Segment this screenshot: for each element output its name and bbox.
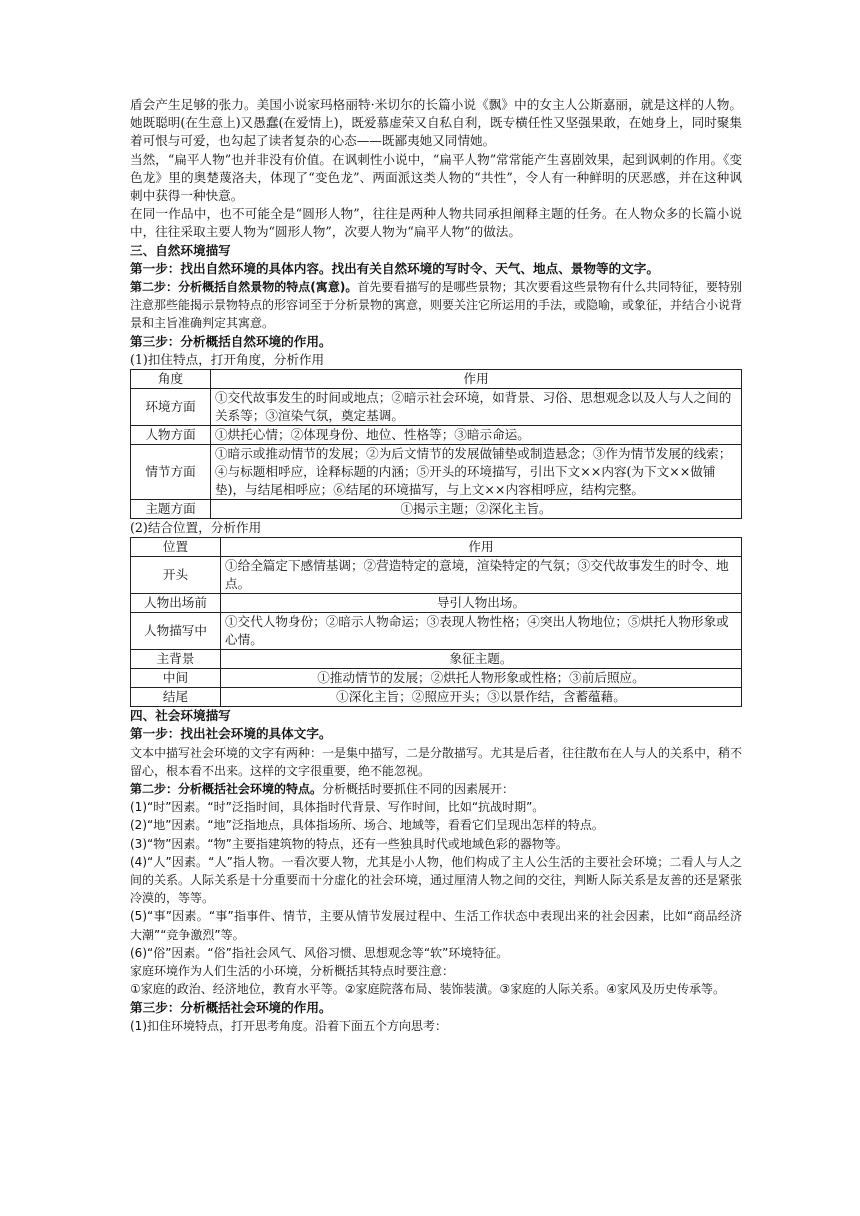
table-row bbox=[131, 613, 742, 650]
position-function-table bbox=[130, 537, 742, 707]
section-3-step-2 bbox=[130, 278, 742, 333]
section-4-step-3: 第三步：分析概括社会环境的作用。 bbox=[130, 999, 332, 1015]
row-label: 情节方面 bbox=[131, 445, 211, 500]
table-row bbox=[131, 500, 742, 519]
row-text: ①推动情节的发展；②烘托人物形象或性格；③前后照应。 bbox=[221, 669, 742, 688]
row-text: ①交代人物身份；②暗示人物命运；③表现人物性格；④突出人物地位；⑤烘托人物形象或心情。 bbox=[221, 613, 742, 650]
table-row bbox=[131, 557, 742, 594]
table-row bbox=[131, 688, 742, 707]
document-page bbox=[130, 96, 742, 1035]
row-label: 中间 bbox=[131, 669, 221, 688]
row-text: ①暗示或推动情节的发展；②为后文情节的发展做铺垫或制造悬念；③作为情节发展的线索；④与标题相呼应，诠释标题的内涵；⑤开头的环境描写，引出下文××内容(为下文××做铺垫)，与结尾相呼应；⑥结尾的环境描写，与上文××内容相呼应，结构完整。 bbox=[211, 445, 742, 500]
section-4-heading: 四、社会环境描写 bbox=[130, 708, 231, 724]
row-label: 人物方面 bbox=[131, 426, 211, 445]
table-row bbox=[131, 426, 742, 445]
row-label: 主背景 bbox=[131, 650, 221, 669]
row-text: ①给全篇定下感情基调；②营造特定的意境，渲染特定的气氛；③交代故事发生的时令、地点。 bbox=[221, 557, 742, 594]
family-intro: 家庭环境作为人们生活的小环境，分析概括其特点时要注意： bbox=[130, 964, 455, 979]
row-label: 环境方面 bbox=[131, 389, 211, 426]
table-header-row bbox=[131, 538, 742, 557]
section-4-step-2-text: 分析概括时要抓住不同的因素展开： bbox=[322, 782, 515, 797]
table-row bbox=[131, 594, 742, 613]
intro-paragraph-3: 在同一作品中，也不可能全是“圆形人物”，往往是两种人物共同承担阐释主题的任务。在人物众多的长篇小说中，往往采取主要人物为“圆形人物”，次要人物为“扁平人物”的做法。 bbox=[130, 206, 742, 240]
row-text: 象征主题。 bbox=[221, 650, 742, 669]
factor-item: (6)“俗”因素。“俗”指社会风气、风俗习惯、思想观念等“软”环境特征。 bbox=[130, 945, 509, 960]
section-3-step-2-label: 第二步：分析概括自然景物的特点(寓意)。 bbox=[130, 280, 358, 295]
intro-paragraph-1: 盾会产生足够的张力。美国小说家玛格丽特·米切尔的长篇小说《飘》中的女主人公斯嘉丽，就是这样的人物。她既聪明(在生意上)又愚蠢(在爱情上)，既爱慕虚荣又自私自利，既专横任性又坚强果敢，在她身上，同时聚集着可恨与可爱，也勾起了读者复杂的心态——既鄙夷她又同情她。 bbox=[130, 97, 742, 149]
angle-function-table bbox=[130, 369, 742, 519]
table-row bbox=[131, 650, 742, 669]
section-3-step-1: 第一步：找出自然环境的具体内容。找出有关自然环境的写时令、天气、地点、景物等的文字。 bbox=[130, 260, 659, 276]
row-text: 导引人物出场。 bbox=[221, 594, 742, 613]
factor-item: (1)“时”因素。“时”泛指时间，具体指时代背景、写作时间，比如“抗战时期”。 bbox=[130, 800, 545, 815]
section-4-step-1-text: 文本中描写社会环境的文字有两种：一是集中描写，二是分散描写。尤其是后者，往往散布在人与人的关系中，稍不留心，根本看不出来。这样的文字很重要，绝不能忽视。 bbox=[130, 745, 743, 778]
intro-paragraph-2: 当然，“扁平人物”也并非没有价值。在讽刺性小说中，“扁平人物”常常能产生喜剧效果，起到讽刺的作用。《变色龙》里的奥楚蔑洛夫，体现了“变色龙”、两面派这类人物的“共性”，令人有一种鲜明的厌恶感，并在这种讽刺中获得一种快意。 bbox=[130, 151, 742, 204]
section-4-step-2-label: 第二步：分析概括社会环境的特点。 bbox=[130, 782, 323, 797]
table-header-function: 作用 bbox=[211, 370, 742, 389]
row-text: ①烘托心情；②体现身份、地位、性格等；③暗示命运。 bbox=[211, 426, 742, 445]
table-header-function: 作用 bbox=[221, 538, 742, 557]
section-4-step-1: 第一步：找出社会环境的具体文字。 bbox=[130, 726, 332, 742]
factor-item: (3)“物”因素。“物”主要指建筑物的特点，还有一些独具时代或地域色彩的器物等。 bbox=[130, 836, 568, 851]
table-row bbox=[131, 445, 742, 500]
row-text: ①揭示主题；②深化主旨。 bbox=[211, 500, 742, 519]
table-header-position: 位置 bbox=[131, 538, 221, 557]
table-2-caption: (2)结合位置，分析作用 bbox=[130, 520, 262, 536]
factor-item: (5)“事”因素。“事”指事件、情节，主要从情节发展过程中、生活工作状态中表现出来的社会因素，比如“商品经济大潮”“竞争激烈”等。 bbox=[130, 909, 742, 942]
row-text: ①深化主旨；②照应开头；③以景作结，含蓄蕴藉。 bbox=[221, 688, 742, 707]
table-row bbox=[131, 669, 742, 688]
row-label: 人物描写中 bbox=[131, 613, 221, 650]
factor-item: (4)“人”因素。“人”指人物。一看次要人物，尤其是小人物，他们构成了主人公生活的主要社会环境；二看人与人之间的关系。人际关系是十分重要而十分虚化的社会环境，通过厘清人物之间的交往，判断人际关系是友善的还是紧张冷漠的，等等。 bbox=[130, 854, 743, 906]
section-4-step-2 bbox=[130, 780, 742, 798]
row-label: 主题方面 bbox=[131, 500, 211, 519]
table-row bbox=[131, 389, 742, 426]
section-3-step-3: 第三步：分析概括自然环境的作用。 bbox=[130, 333, 332, 349]
table-header-row bbox=[131, 370, 742, 389]
section-3-heading: 三、自然环境描写 bbox=[130, 242, 231, 258]
row-label: 开头 bbox=[131, 557, 221, 594]
family-points: ①家庭的政治、经济地位，教育水平等。②家庭院落布局、装饰装潢。③家庭的人际关系。④家风及历史传承等。 bbox=[130, 982, 726, 997]
table-1-caption: (1)扣住特点，打开角度，分析作用 bbox=[130, 351, 325, 367]
row-text: ①交代故事发生的时间或地点；②暗示社会环境，如背景、习俗、思想观念以及人与人之间的关系等；③渲染气氛，奠定基调。 bbox=[211, 389, 742, 426]
section-4-step-3-sub: (1)扣住环境特点，打开思考角度。沿着下面五个方向思考： bbox=[130, 1018, 448, 1033]
row-label: 结尾 bbox=[131, 688, 221, 707]
factor-item: (2)“地”因素。“地”泛指地点，具体指场所、场合、地域等，看看它们呈现出怎样的特点。 bbox=[130, 818, 604, 833]
table-header-angle: 角度 bbox=[131, 370, 211, 389]
row-label: 人物出场前 bbox=[131, 594, 221, 613]
section-3-step-2-text: 首先要看描写的是哪些景物；其次要看这些景物有什么共同特征，要特别注意那些能揭示景物特点的形容词至于分析景物的寓意，则要关注它所运用的手法，或隐喻，或象征，并结合小说背景和主旨准确判定其寓意。 bbox=[130, 280, 743, 331]
